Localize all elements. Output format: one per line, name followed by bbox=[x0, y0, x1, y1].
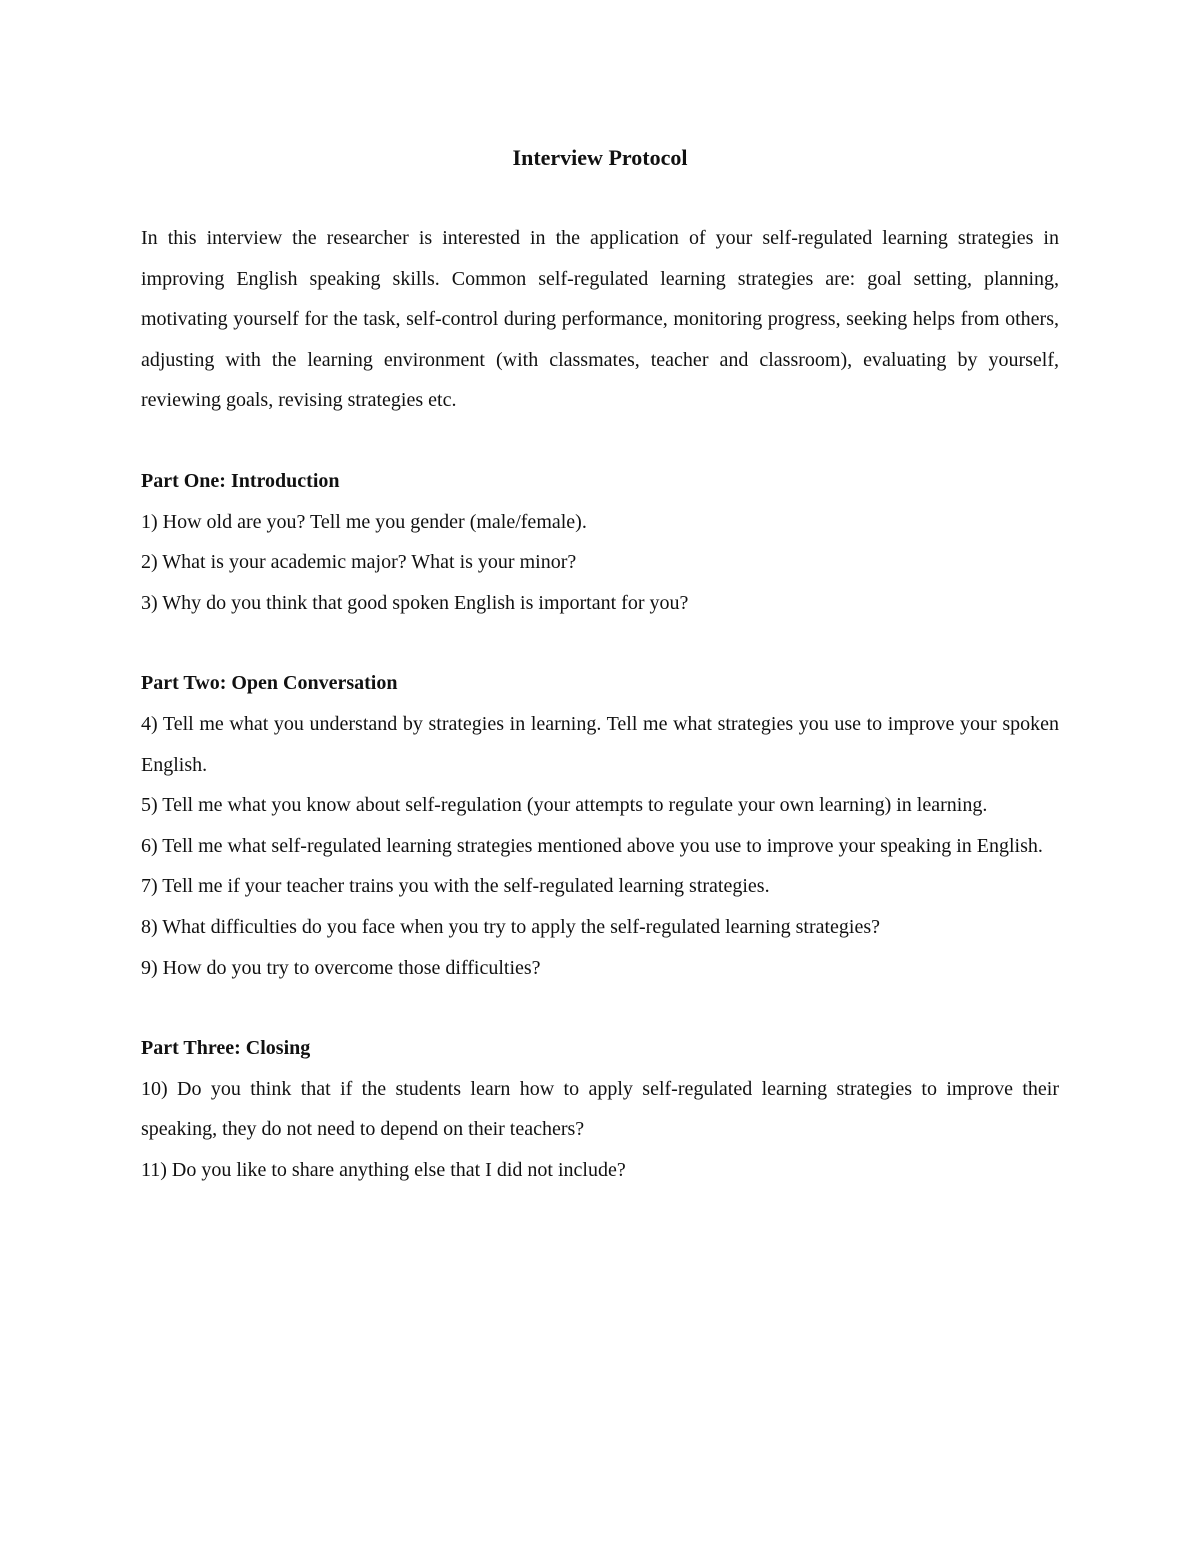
section-heading: Part Two: Open Conversation bbox=[141, 672, 398, 695]
document-title: Interview Protocol bbox=[512, 145, 688, 170]
section-part-two bbox=[141, 663, 1059, 988]
question-item: 4) Tell me what you understand by strategies in learning. Tell me what strategies you use to improve your spoken English. bbox=[141, 712, 1059, 776]
document-page bbox=[141, 138, 1059, 1230]
question-item: 1) How old are you? Tell me you gender (male/female). bbox=[141, 510, 587, 533]
section-part-one bbox=[141, 461, 1059, 623]
intro-paragraph: In this interview the researcher is interested in the application of your self-regulated learning strategies in improving English speaking skills. Common self-regulated learning strategies are: goal setting, planning, motivating yourself for the task, self-control during performance, monitoring progress, seeking helps from others, adjusting with the learning environment (with classmates, teacher and classroom), evaluating by yourself, reviewing goals, revising strategies etc. bbox=[141, 227, 1059, 412]
section-heading: Part Three: Closing bbox=[141, 1037, 311, 1060]
section-part-three bbox=[141, 1028, 1059, 1190]
question-item: 8) What difficulties do you face when you try to apply the self-regulated learning strategies? bbox=[141, 915, 881, 938]
question-item: 6) Tell me what self-regulated learning strategies mentioned above you use to improve your speaking in English. bbox=[141, 834, 1043, 857]
question-item: 5) Tell me what you know about self-regulation (your attempts to regulate your own learning) in learning. bbox=[141, 794, 988, 817]
question-item: 3) Why do you think that good spoken English is important for you? bbox=[141, 591, 689, 614]
question-item: 9) How do you try to overcome those difficulties? bbox=[141, 956, 541, 979]
section-heading: Part One: Introduction bbox=[141, 469, 340, 492]
question-item: 11) Do you like to share anything else that I did not include? bbox=[141, 1158, 626, 1181]
question-item: 10) Do you think that if the students learn how to apply self-regulated learning strategies to improve their speaking, they do not need to depend on their teachers? bbox=[141, 1077, 1059, 1141]
question-item: 7) Tell me if your teacher trains you with the self-regulated learning strategies. bbox=[141, 875, 770, 898]
question-item: 2) What is your academic major? What is your minor? bbox=[141, 551, 577, 574]
